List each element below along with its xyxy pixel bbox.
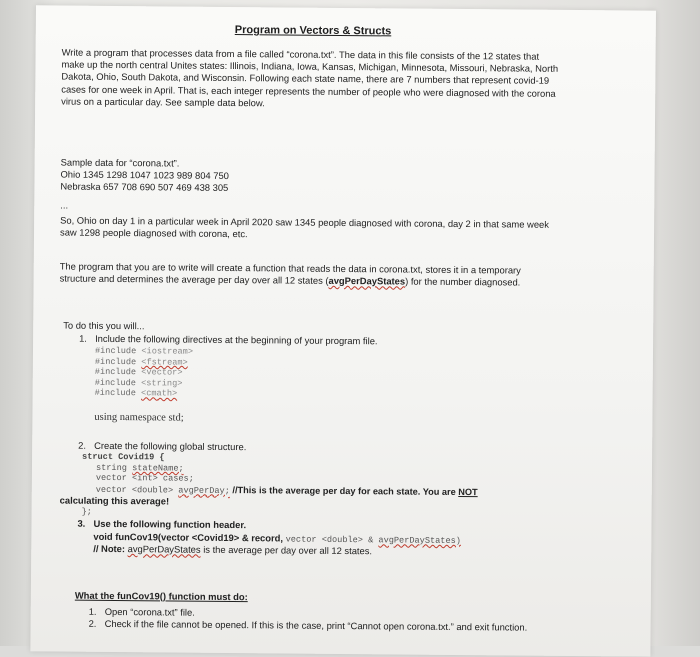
directive-cmath: <cmath>	[141, 388, 178, 399]
step-1-number: 1.	[79, 332, 87, 344]
avg-per-day-states-term: avgPerDayStates	[328, 275, 406, 287]
directive-line: #include <cmath>	[94, 388, 178, 399]
directive-line: #include <fstream>	[94, 356, 188, 368]
step-2-number: 2.	[78, 439, 87, 451]
step-3-number: 3.	[77, 517, 86, 529]
program-desc-after: ) for the number diagnosed.	[405, 275, 521, 288]
sample-line-ohio: Ohio 1345 1298 1047 1023 989 804 750	[60, 168, 229, 182]
program-desc-before: The program that you are to write will create a function that reads the data in corona.txt, stores it in a temporary structure and determines the average per day over all 12 states (	[59, 260, 521, 287]
program-description	[60, 261, 530, 290]
step-1-text: Include the following directives at the beginning of your program file.	[95, 332, 378, 347]
sample-data-block	[60, 157, 229, 213]
directive-fstream: <fstream>	[141, 356, 188, 368]
sample-heading: Sample data for “corona.txt”.	[60, 156, 180, 169]
directive-iostream: <iostream>	[141, 346, 194, 357]
what-function-must-do-heading: What the funCov19() function must do:	[74, 589, 248, 603]
struct-close: };	[81, 506, 92, 517]
function-note: // Note: avgPerDayStates is the average per day over all 12 states.	[93, 542, 373, 557]
explanation-paragraph: So, Ohio on day 1 in a particular week in April 2020 saw 1345 people diagnosed with corona, day 2 in that same week saw 1298 people diagnosed with corona, etc.	[59, 214, 550, 240]
function-header: void funCov19(vector <Covid19> & record, vector <double> & avgPerDayStates)	[93, 530, 461, 547]
struct-field-statename: string stateName;	[95, 462, 184, 474]
step-2-text: Create the following global structure.	[94, 439, 247, 453]
function-steps-list	[89, 606, 529, 634]
intro-paragraph: Write a program that processes data from a file called “corona.txt”. The data in this file consists of the 12 states that make up the north central Unites states: Illinois, Indiana, Iowa, Kansas, Michigan, Minnesota, Missouri, Nebraska, North Dakota, Ohio, South Dakota, and Wisconsin. Following each state name, there are 7 numbers that represent covid-19 cases for one week in April. That is, each integer represents the number of people who were diagnosed with the corona virus on a particular day. See sample data below.	[61, 46, 559, 109]
struct-definition	[82, 452, 478, 499]
function-step-item: 2. Check if the file cannot be opened. If this is the case, print “Cannot open corona.txt.” and exit function.	[88, 617, 528, 633]
struct-open-line: struct Covid19 {	[82, 451, 165, 463]
directive-line: #include <vector>	[94, 367, 183, 378]
todo-intro: To do this you will...	[63, 319, 145, 332]
document-page	[30, 5, 656, 656]
sample-ellipsis: ...	[60, 199, 69, 211]
sample-line-nebraska: Nebraska 657 708 690 507 469 438 305	[60, 180, 229, 194]
struct-comment-continued: calculating this average!	[59, 494, 170, 507]
directive-string: <string>	[141, 378, 183, 389]
directive-line: #include <iostream>	[94, 345, 194, 357]
step-3-text: Use the following function header.	[93, 517, 247, 531]
page-title: Program on Vectors & Structs	[234, 24, 392, 38]
directive-line: #include <string>	[94, 377, 183, 389]
struct-field-avgperday: vector <double> avgPerDay; //This is the average per day for each state. You are NOT	[95, 484, 478, 497]
function-step-item: 1. Open “corona.txt” file.	[88, 605, 195, 618]
include-directives	[95, 346, 193, 400]
struct-field-cases: vector <int> cases;	[95, 473, 194, 484]
using-namespace: using namespace std;	[94, 411, 184, 424]
directive-vector: <vector>	[141, 367, 183, 378]
